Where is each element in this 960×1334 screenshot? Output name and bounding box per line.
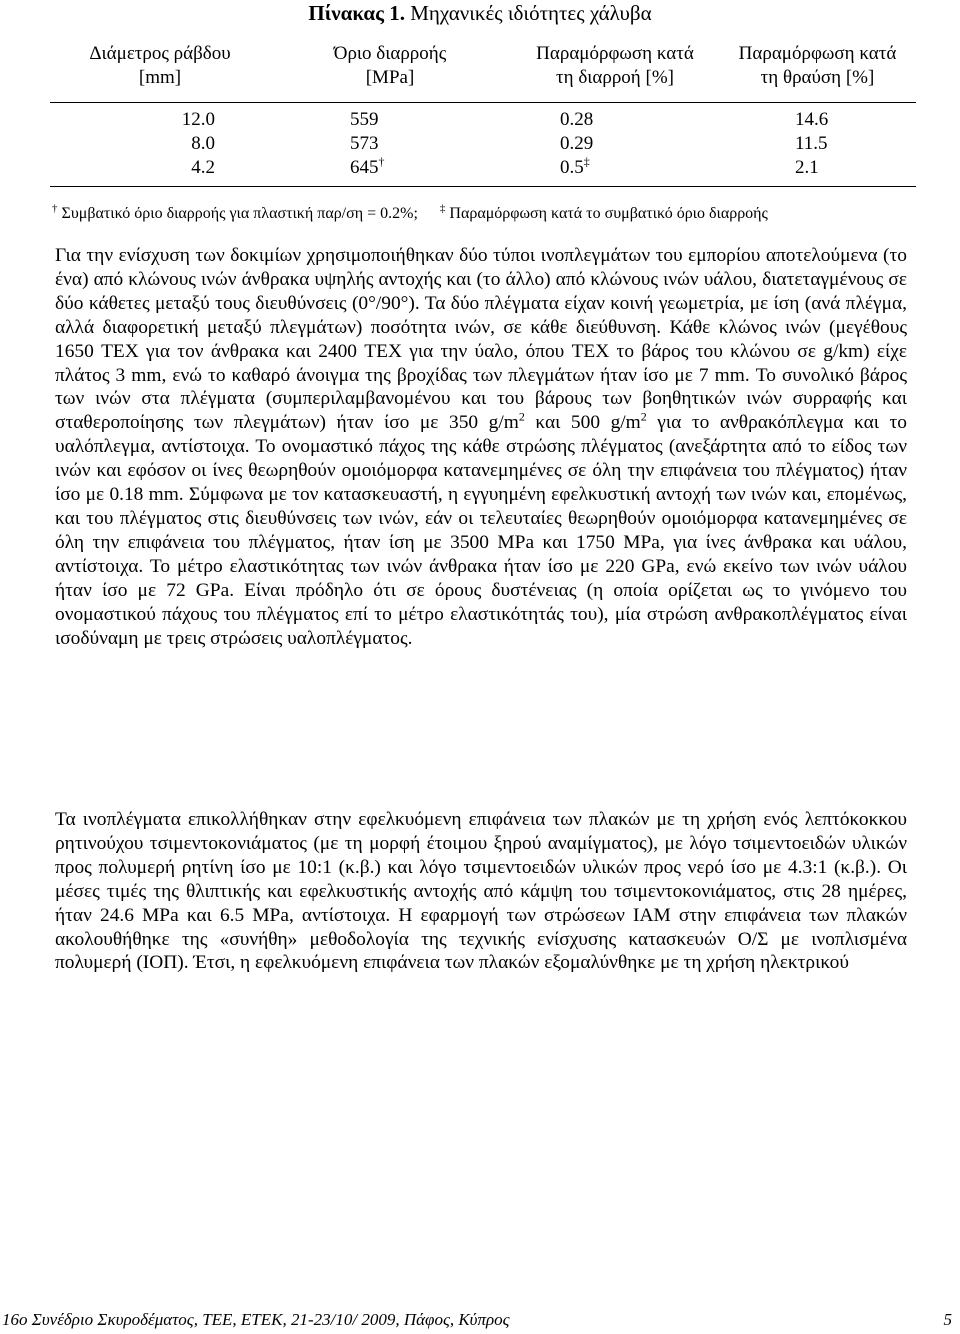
cell-diameter: 12.0	[181, 109, 215, 130]
cell-strain-fracture: 11.5	[795, 133, 828, 154]
table-header-strain-yield: Παραμόρφωση κατά τη διαρροή [%]	[536, 43, 694, 88]
cell-yield: 573	[350, 133, 379, 154]
cell-strain-fracture: 2.1	[795, 157, 819, 178]
footnote-double-dagger-mark: ‡	[439, 202, 446, 215]
cell-strain-yield: 0.29	[560, 133, 594, 154]
body-paragraph-1: Για την ενίσχυση των δοκιμίων χρησιμοποιήθηκαν δύο τύποι ινοπλεγμάτων του εμπορίου αποτελούμενα (το ένα) από κλώνους ινών άνθρακα υψηλής αντοχής και (το άλλο) από κλώνους ινών υάλου, διατεταγμένους σε δύο κάθετες μεταξύ τους διευθύνσεις (0°/90°). Τα δύο πλέγματα είχαν κοινή γεωμετρία, με ίση (ανά πλέγμα, αλλά διαφορετική μεταξύ πλεγμάτων) ποσότητα ινών, σε κάθε διεύθυνση. Κάθε κλώνος ινών (μεγέθους 1650 TEX για τον άνθρακα και 2400 TEX για την ύαλο, όπου TEX το βάρος του κλώνου σε g/km) είχε πλάτος 3 mm, ενώ το καθαρό άνοιγμα της βροχίδας των πλεγμάτων ήταν ίσο με 7 mm. Το συνολικό βάρος των ινών στα πλέγματα (συμπεριλαμβανομένου και του βάρους των βοηθητικών ινών συρραφής και σταθεροποίησης των πλεγμάτων) ήταν ίσο με 350 $g/m^2$ και 500 $g/m^2$ για το ανθρακόπλεγμα και το υαλόπλεγμα, αντίστοιχα. Το ονομαστικό πάχος της κάθε στρώσης πλέγματος (ανεξάρτητα από το είδος των ινών και εφόσον οι ίνες θεωρηθούν ομοιόμορφα κατανεμημένες σε όλη την επιφάνεια του πλέγματος) ήταν ίσο με 0.18 mm. Σύμφωνα με τον κατασκευαστή, η εγγυημένη εφελκυστική αντοχή των ινών και, επομένως, και του πλέγματος στις διευθύνσεις των ινών, εάν οι τελευταίες θεωρηθούν ομοιόμορφα κατανεμημένες σε όλη την επιφάνεια του πλέγματος, ήταν ίση με 3500 MPa και 1750 MPa, για ίνες άνθρακα και υάλου, αντίστοιχα. Το μέτρο ελαστικότητας των ινών άνθρακα ήταν ίσο με 220 GPa, ενώ εκείνο των ινών υάλου ήταν ίσο με 72 GPa. Είναι πρόδηλο ότι σε όρους δυστένειας (η οποία ορίζεται ως το γινόμενο του ονομαστικού πάχους του πλέγματος επί το μέτρο ελαστικότητάς του), μία στρώση ανθρακοπλέγματος είναι ισοδύναμη με τρεις στρώσεις υαλοπλέγματος.	[55, 245, 907, 649]
footer-conference: 16ο Συνέδριο Σκυροδέματος, ΤΕΕ, ΕΤΕΚ, 21-23/10/ 2009, Πάφος, Κύπρος	[2, 1310, 510, 1329]
body-paragraph-2: Τα ινοπλέγματα επικολλήθηκαν στην εφελκυόμενη επιφάνεια των πλακών με τη χρήση ενός λεπτόκοκκου ρητινούχου τσιμεντοκονιάματος (με τη μορφή έτοιμου ξηρού αναμίγματος), με λόγο τσιμεντοειδών υλικών προς πολυμερή ρητίνη ίσο με 10:1 (κ.β.) και λόγο τσιμεντοειδών υλικών προς νερό ίσο με 4.3:1 (κ.β.). Οι μέσες τιμές της θλιπτικής και εφελκυστικής αντοχής από κάμψη του τσιμεντοκονιάματος, στις 28 ημέρες, ήταν 24.6 MPa και 6.5 MPa, αντίστοιχα. Η εφαρμογή των στρώσεων ΙΑΜ στην επιφάνεια των πλακών ακολουθήθηκε της «συνήθη» μεθοδολογία της τεχνικής ενίσχυσης κατασκευών Ο/Σ με ινοπλισμένα πολυμερή (ΙΟΠ). Έτσι, η εφελκυόμενη επιφάνεια των πλακών εξομαλύνθηκε με τη χρήση ηλεκτρικού	[55, 809, 907, 974]
table-top-rule	[50, 102, 916, 103]
footnote-text-2: Παραμόρφωση κατά το συμβατικό όριο διαρροής	[449, 205, 768, 222]
table-bottom-rule	[50, 186, 916, 187]
table-caption-text: Μηχανικές ιδιότητες χάλυβα	[410, 1, 652, 25]
cell-yield: 645†	[350, 154, 385, 178]
cell-strain-yield: 0.28	[560, 109, 594, 130]
table-header-strain-fracture: Παραμόρφωση κατά τη θραύση [%]	[738, 43, 897, 88]
table-row	[50, 132, 916, 156]
table-row	[50, 156, 916, 180]
table-row	[50, 108, 916, 132]
table-header-diameter: Διάμετρος ράβδου [mm]	[89, 43, 231, 88]
table-header-yield: Όριο διαρροής [MPa]	[333, 43, 447, 88]
cell-strain-yield: 0.5‡	[560, 154, 590, 178]
cell-diameter: 8.0	[191, 133, 215, 154]
cell-diameter: 4.2	[191, 157, 215, 178]
footnote-text-1: Συμβατικό όριο διαρροής για πλαστική παρ/ση = 0.2%;	[61, 205, 418, 222]
footnote-dagger-mark: †	[52, 202, 58, 215]
cell-strain-fracture: 14.6	[795, 109, 829, 130]
table-header	[50, 42, 916, 100]
table-footnote	[52, 203, 922, 225]
table-caption	[0, 0, 960, 26]
table-caption-number: Πίνακας 1.	[308, 1, 405, 25]
page-number: 5	[943, 1310, 952, 1329]
table-body	[50, 108, 916, 180]
cell-yield: 559	[350, 109, 379, 130]
